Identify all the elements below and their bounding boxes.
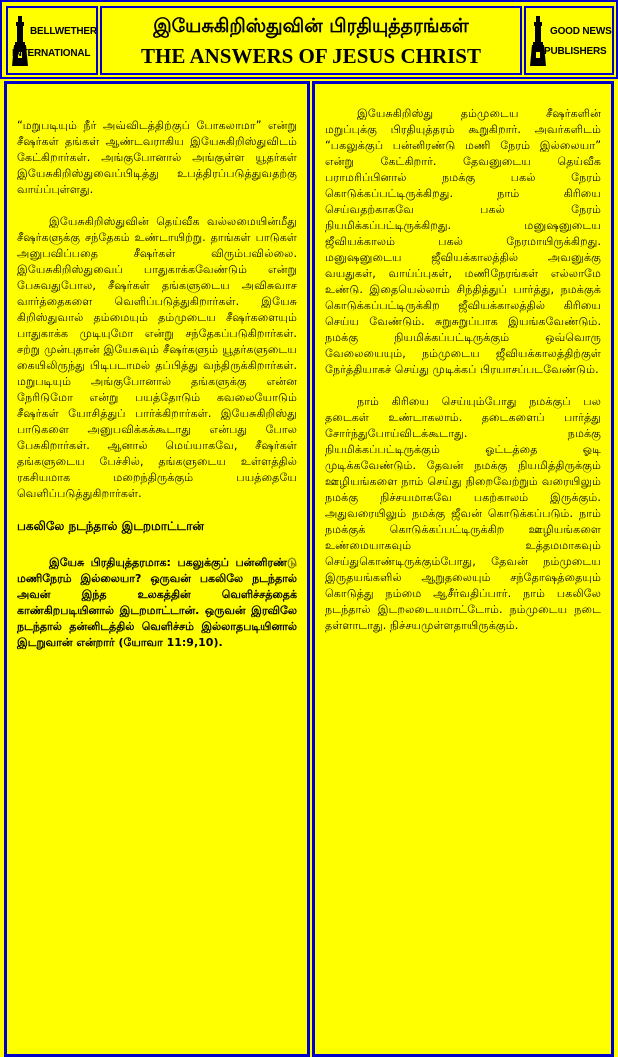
- scripture-quote: இயேசு பிரதியுத்தரமாக: பகலுக்குப் பன்னிரண்டு மணிநேரம் இல்லையா? ஒருவன் பகலிலே நடந்தால் அவன் இந்த உலகத்தின் வெளிச்சத்தைக் காண்கிறபடியினால் இடறமாட்டான். ஒருவன் இரவிலே நடந்தால் தன்னிடத்தில் வெளிச்சம் இல்லாதபடியினால் இடறுவான் என்றார் (யோவா 11:9,10).: [17, 556, 297, 649]
- right-paragraph-2: நாம் கிரியை செய்யும்போது நமக்குப் பல தடைகள் உண்டாகலாம். தடைகளைப் பார்த்து சோர்ந்துபோய்விடக்கூடாது. நமக்கு நியமிக்கப்பட்டிருக்கும் ஓட்டத்தை ஓடி முடிக்கவேண்டும். தேவன் நமக்கு நியமித்திருக்கும் ஊழியங்களை நாம் செய்து நிறைவேற்றும் வரையிலும் நமக்கு நிச்சயமாகவே பகற்காலம் இருக்கும். அதுவரையிலும் நமக்கு ஜீவன் கொடுக்கப்படும். நாம் நமக்குக் கொடுக்கப்பட்டிருக்கிற ஊழியங்களை உண்மையாகவும் உத்தமமாகவும் செய்துகொண்டிருக்கும்போது, தேவன் நம்முடைய இருதயங்களில் ஆறுதலையும் சந்தோஷத்தையும் கொடுத்து நம்மை ஆசீர்வதிப்பார். நாம் பகலிலே நடந்தால் இடறலடையமாட்டோம். நம்முடைய நடை தள்ளாடாது. நிச்சயமுள்ளதாயிருக்கும்.: [325, 395, 601, 632]
- logo-left-line2: INTERNATIONAL: [12, 48, 91, 59]
- title-box: [100, 6, 522, 75]
- left-paragraph-1: “மறுபடியும் நீர் அவ்விடத்திற்குப் போகலாமா” என்று சீஷர்கள் தங்கள் ஆண்டவராகிய இயேசுகிறிஸ்துவிடம் கேட்கிறார்கள். அங்குபோனால் அங்குள்ள யூதர்கள் இயேசுகிறிஸ்துவைப்பிடித்து உபத்திரப்படுத்துவதற்கு வாய்ப்புள்ளது.: [17, 119, 297, 196]
- good-news-logo: [524, 6, 614, 75]
- bellwether-logo: [6, 6, 98, 75]
- logo-right-line1: GOOD NEWS: [550, 26, 612, 37]
- right-column: [312, 81, 614, 1057]
- page-title-english: THE ANSWERS OF JESUS CHRIST: [141, 44, 481, 68]
- left-column: [4, 81, 310, 1057]
- left-paragraph-2: இயேசுகிறிஸ்துவின் தெய்வீக வல்லமையின்மீது சீஷர்களுக்கு சந்தேகம் உண்டாயிற்று. தாங்கள் பாடுகள் அனுபவிப்பதை சீஷர்கள் விரும்பவில்லை. இயேசுகிறிஸ்துவைப் பாதுகாக்கவேண்டும் என்று பேசுவதுபோல, சீஷர்கள் தங்களுடைய அவிசுவாச வார்த்தைகளை வெளிப்படுத்துகிறார்கள். இயேசு கிறிஸ்துவால் தம்மையும் தம்முடைய சீஷர்களையும் பாதுகாக்க முடியுமோ என்று சந்தேகப்படுகிறார்கள். சற்று முன்புதான் இயேசுவும் சீஷர்களும் யூதர்களுடைய கையிலிருந்து பிடிபடாமல் தப்பித்து வந்திருக்கிறார்கள். மறுபடியும் அங்குபோனால் தங்களுக்கு என்ன நேரிடுமோ என்று பயத்தோடும் கவலையோடும் சீஷர்கள் யோசித்துப் பார்க்கிறார்கள். இயேசுகிறிஸ்து பாடுகளை அனுபவிக்கக்கூடாது என்பது போல பேசுகிறார்கள். ஆனால் மெய்யாகவே, சீஷர்கள் தங்களுடைய பேச்சில், தங்களுடைய உள்ளத்தில் ரகசியமாக மறைந்திருக்கும் பயத்தையே வெளிப்படுத்துகிறார்கள்.: [17, 215, 297, 500]
- tower-icon: [529, 16, 547, 66]
- page-header: [0, 0, 618, 79]
- logo-left-line1: BELLWETHER: [30, 26, 97, 37]
- section-heading: பகலிலே நடந்தால் இடறமாட்டான்: [17, 519, 204, 533]
- right-paragraph-1: இயேசுகிறிஸ்து தம்முடைய சீஷர்களின் மறுப்புக்கு பிரதியுத்தரம் கூறுகிறார். அவர்களிடம் “பகலுக்குப் பன்னிரண்டு மணி நேரம் இல்லையா” என்று கேட்கிறார். தேவனுடைய தெய்வீக பராமரிப்பினால் நமக்கு பகல் நேரம் கொடுக்கப்பட்டிருக்கிறது. நாம் கிரியை செய்வதற்காகவே பகல் நேரம் நியமிக்கப்பட்டிருக்கிறது. மனுஷனுடைய ஜீவியக்காலம் பகல் நேரமாயிருக்கிறது. மனுஷனுடைய ஜீவியக்காலத்தில் அவனுக்கு வயதுகள், வாய்ப்புகள், மணிநேரங்கள் எல்லாமே உண்டு. இதையெல்லாம் சிந்தித்துப் பார்த்து, நமக்குக் கொடுக்கப்பட்டிருக்கிற ஜீவியக்காலத்தில் கிரியை செய்ய வேண்டும். சுறுசுறுப்பாக இயங்கவேண்டும். நமக்கு நியமிக்கப்பட்டிருக்கும் ஒவ்வொரு வேலையையும், நம்முடைய ஜீவியக்காலத்திற்குள் நேர்த்தியாகச் செய்து முடிக்கப் பிரயாசப்படவேண்டும்.: [325, 107, 601, 376]
- logo-right-line2: PUBLISHERS: [544, 46, 607, 57]
- page-title-tamil: இயேசுகிறிஸ்துவின் பிரதியுத்தரங்கள்: [153, 15, 469, 37]
